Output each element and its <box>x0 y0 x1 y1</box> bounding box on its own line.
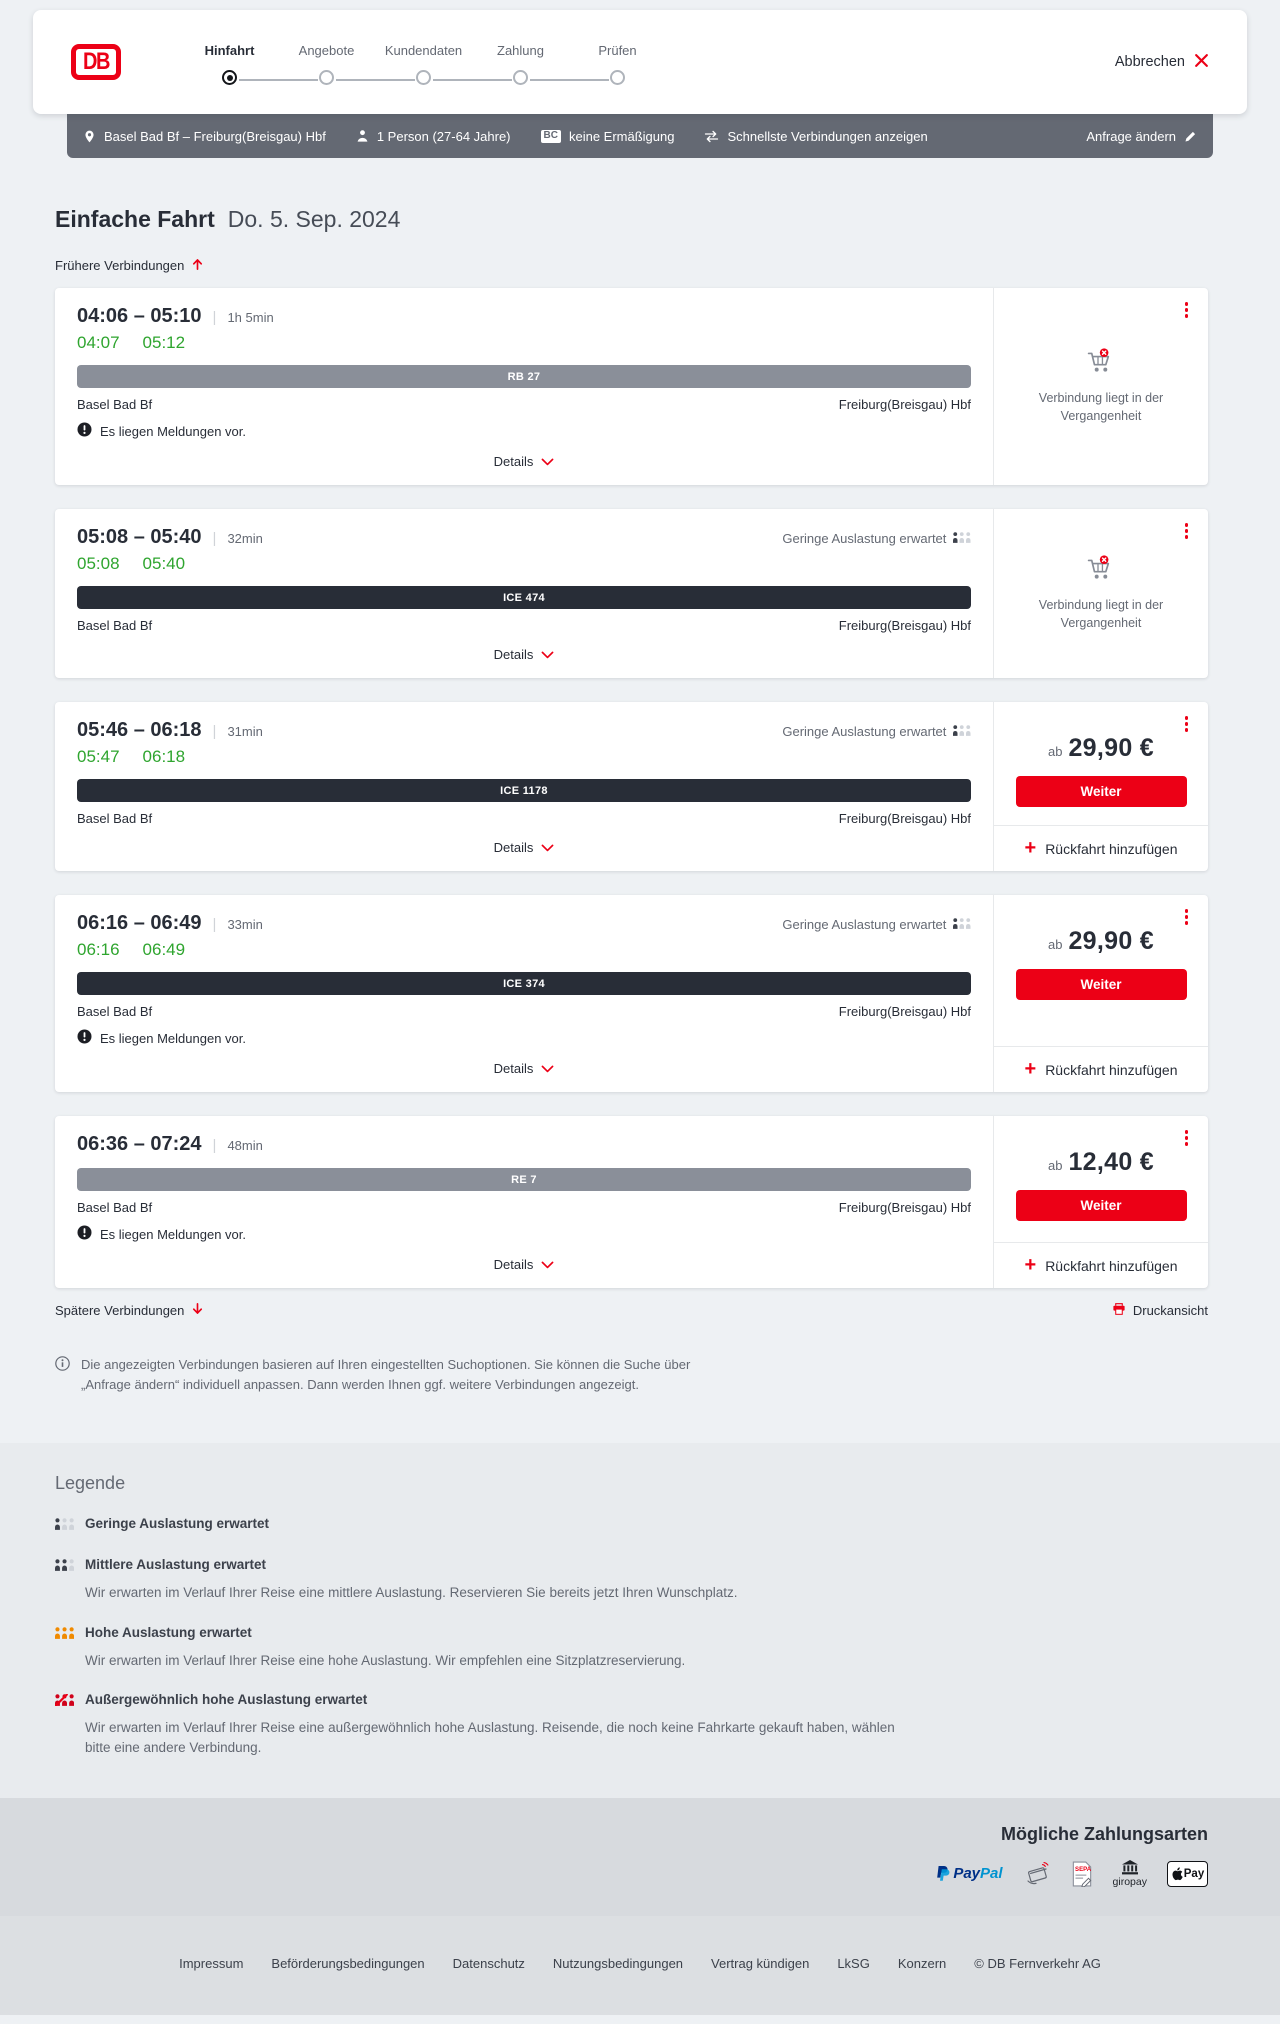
later-row <box>55 1302 1208 1319</box>
train-segment-bar <box>77 365 971 388</box>
arrival-station: Freiburg(Breisgau) Hbf <box>838 1200 971 1215</box>
giropay-logo-icon: giropay <box>1113 1860 1147 1888</box>
train-number-label: RB 27 <box>507 370 541 383</box>
connection-card <box>55 509 1208 678</box>
connection-head-row <box>77 526 971 549</box>
legend-title: Legende <box>55 1473 126 1494</box>
page-title: Einfache Fahrt <box>55 206 215 232</box>
messages-warning-row <box>77 422 971 440</box>
realtime-row <box>77 940 971 960</box>
kebab-dot <box>1185 909 1189 913</box>
applepay-logo-icon: Pay <box>1167 1861 1208 1887</box>
payment-title: Mögliche Zahlungsarten <box>1000 1823 1208 1844</box>
train-number-label: RE 7 <box>511 1173 537 1186</box>
plus-icon: + <box>1024 1057 1037 1080</box>
kreditkarte-logo-icon <box>1023 1860 1051 1888</box>
legend-item-description: Wir erwarten im Verlauf Ihrer Reise eine hohe Auslastung. Wir empfehlen eine Sitzplatzreservierung. <box>85 1652 686 1668</box>
details-label: Details <box>493 1061 534 1076</box>
price-prefix: ab <box>1048 937 1063 952</box>
kebab-dot <box>1185 722 1189 726</box>
payment-section <box>0 1798 1280 1916</box>
note-text: Die angezeigten Verbindungen basieren auf Ihren eingestellten Suchoptionen. Sie können die Suche über „Anfrage ändern“ individuell anpassen. Dann werden Ihnen ggf. weitere Verbindungen angezeigt. <box>81 1357 691 1393</box>
connection-side-panel <box>993 895 1208 1092</box>
occupancy-label: Geringe Auslastung erwartet <box>782 724 947 739</box>
add-return-trip-label: Rückfahrt hinzufügen <box>1045 1257 1178 1274</box>
realtime-departure: 04:07 <box>77 333 120 352</box>
connection-head-row <box>77 719 971 742</box>
bahncard-badge-icon: BC <box>541 130 561 143</box>
footer-link[interactable]: Konzern <box>897 1955 947 1971</box>
connection-time: 05:46 – 06:18 <box>77 719 202 741</box>
connection-side-panel <box>993 288 1208 485</box>
arrival-station: Freiburg(Breisgau) Hbf <box>838 1004 971 1019</box>
print-view-link[interactable] <box>1112 1302 1208 1319</box>
footer-link[interactable]: LkSG <box>837 1955 870 1971</box>
kebab-dot <box>1185 302 1189 306</box>
occupancy-low-icon <box>953 917 971 932</box>
warning-text: Es liegen Meldungen vor. <box>100 1226 246 1242</box>
realtime-arrival: 06:49 <box>142 940 186 959</box>
connection-main <box>55 702 993 871</box>
time-duration-divider: | <box>212 723 217 740</box>
stations-row <box>77 618 971 633</box>
weiter-button[interactable]: Weiter <box>1016 776 1187 807</box>
price-value: 29,90 € <box>1068 734 1154 762</box>
connection-head-row <box>77 912 971 935</box>
departure-station: Basel Bad Bf <box>77 1200 153 1215</box>
weiter-button[interactable]: Weiter <box>1016 969 1187 1000</box>
train-segment-bar <box>77 972 971 995</box>
step-kundendaten <box>375 43 472 85</box>
results-title-row <box>55 206 1208 233</box>
earlier-connections-link[interactable] <box>55 257 204 274</box>
connection-duration: 33min <box>227 917 263 932</box>
connection-duration: 31min <box>227 724 263 739</box>
chevron-down-icon <box>541 1257 554 1272</box>
kebab-dot <box>1185 529 1189 533</box>
price-value: 12,40 € <box>1068 1148 1154 1176</box>
chevron-down-icon <box>541 840 554 855</box>
kebab-dot <box>1185 535 1189 539</box>
past-connection-info <box>994 288 1208 485</box>
footer-link[interactable]: Datenschutz <box>452 1955 525 1971</box>
details-button[interactable] <box>484 639 565 670</box>
person-icon <box>356 129 369 143</box>
messages-warning-row <box>77 1225 971 1243</box>
occupancy-indicator <box>782 917 971 932</box>
details-label: Details <box>493 647 534 662</box>
kebab-dot <box>1185 921 1189 925</box>
connection-time: 06:36 – 07:24 <box>77 1133 202 1155</box>
departure-station: Basel Bad Bf <box>77 397 153 412</box>
connection-card <box>55 895 1208 1092</box>
add-return-trip-label: Rückfahrt hinzufügen <box>1045 840 1178 857</box>
legend-item-description: Wir erwarten im Verlauf Ihrer Reise eine mittlere Auslastung. Reservieren Sie bereits jetzt Ihren Wunschplatz. <box>85 1585 738 1601</box>
chevron-down-icon <box>541 1061 554 1076</box>
train-number-label: ICE 1178 <box>500 784 548 797</box>
legend-item <box>55 1557 1208 1603</box>
add-return-trip-button[interactable] <box>994 825 1208 871</box>
occupancy-low-icon <box>953 531 971 546</box>
price-line <box>1048 1148 1154 1177</box>
more-options-button[interactable] <box>1182 520 1192 542</box>
legend-item-title: Geringe Auslastung erwartet <box>85 1516 270 1532</box>
train-segment-bar <box>77 586 971 609</box>
details-button[interactable] <box>484 1249 565 1280</box>
price-line <box>1048 927 1154 956</box>
step-angebote <box>278 43 375 85</box>
step-dot[interactable] <box>319 70 334 85</box>
kebab-dot <box>1185 728 1189 732</box>
step-dot[interactable] <box>513 70 528 85</box>
realtime-row <box>77 747 971 767</box>
details-button[interactable] <box>484 1053 565 1084</box>
train-number-label: ICE 474 <box>503 591 545 604</box>
arrow-up-icon <box>191 257 204 274</box>
time-duration-divider: | <box>212 309 217 326</box>
legend-item-description: Wir erwarten im Verlauf Ihrer Reise eine außergewöhnlich hohe Auslastung. Reisende, die noch keine Fahrkarte gekauft haben, wählen bitte eine andere Verbindung. <box>85 1720 895 1755</box>
passenger-chip <box>356 129 511 144</box>
travel-date: Do. 5. Sep. 2024 <box>227 206 401 232</box>
kebab-dot <box>1185 1136 1189 1140</box>
kebab-dot <box>1185 915 1189 919</box>
search-criteria-bar <box>67 114 1213 158</box>
search-options-note <box>55 1355 735 1395</box>
connection-side-panel <box>993 509 1208 678</box>
kebab-dot <box>1185 716 1189 720</box>
connection-list <box>55 288 1208 1288</box>
plus-icon: + <box>1024 836 1037 859</box>
past-connection-text: Verbindung liegt in der Vergangenheit <box>1038 597 1164 631</box>
realtime-row <box>77 333 971 353</box>
price-line <box>1048 734 1154 763</box>
time-duration-divider: | <box>212 1137 217 1154</box>
occupancy-low-icon <box>953 724 971 739</box>
details-button[interactable] <box>484 446 565 477</box>
stations-row <box>77 811 971 826</box>
connection-side-panel <box>993 702 1208 871</box>
connection-card <box>55 1116 1208 1288</box>
cancel-button[interactable] <box>1115 53 1209 72</box>
connection-head-row <box>77 1133 971 1156</box>
realtime-arrival: 06:18 <box>142 747 186 766</box>
warning-icon <box>77 1225 92 1243</box>
info-icon <box>55 1355 70 1395</box>
connection-duration: 1h 5min <box>227 310 274 325</box>
add-return-trip-button[interactable] <box>994 1242 1208 1288</box>
step-label: Angebote <box>298 43 355 58</box>
later-connections-label: Spätere Verbindungen <box>55 1303 185 1318</box>
stations-row <box>77 1004 971 1019</box>
add-return-trip-label: Rückfahrt hinzufügen <box>1045 1061 1178 1078</box>
fastest-connections-chip <box>704 129 927 144</box>
legend-item-title: Außergewöhnlich hohe Auslastung erwartet <box>85 1692 368 1708</box>
earlier-connections-label: Frühere Verbindungen <box>55 258 185 273</box>
db-logo-text: DB <box>83 48 109 75</box>
step-dot[interactable] <box>416 70 431 85</box>
connection-time: 04:06 – 05:10 <box>77 305 202 327</box>
step-label: Zahlung <box>497 43 544 58</box>
legend-item <box>55 1625 1208 1671</box>
realtime-arrival: 05:12 <box>142 333 186 352</box>
arrival-station: Freiburg(Breisgau) Hbf <box>838 618 971 633</box>
later-connections-link[interactable] <box>55 1302 204 1319</box>
departure-station: Basel Bad Bf <box>77 811 153 826</box>
legend-list <box>55 1516 1208 1757</box>
connection-time: 06:16 – 06:49 <box>77 912 202 934</box>
stations-row <box>77 1200 971 1215</box>
fastest-label: Schnellste Verbindungen anzeigen <box>727 128 928 144</box>
realtime-row <box>77 554 971 574</box>
more-options-button[interactable] <box>1182 713 1192 735</box>
step-dot[interactable] <box>222 70 237 85</box>
kebab-dot <box>1185 523 1189 527</box>
legend-item-title: Mittlere Auslastung erwartet <box>85 1557 267 1573</box>
step-zahlung <box>472 43 569 85</box>
details-label: Details <box>493 1257 534 1272</box>
step-label: Hinfahrt <box>204 43 255 58</box>
price-area <box>994 702 1208 825</box>
details-button[interactable] <box>484 832 565 863</box>
warning-icon <box>77 1029 92 1047</box>
kebab-dot <box>1185 308 1189 312</box>
discount-chip <box>541 129 675 144</box>
connection-duration: 32min <box>227 531 263 546</box>
db-logo <box>71 44 121 80</box>
arrival-station: Freiburg(Breisgau) Hbf <box>838 811 971 826</box>
connection-side-panel <box>993 1116 1208 1288</box>
legend-item-title: Hohe Auslastung erwartet <box>85 1624 252 1640</box>
departure-station: Basel Bad Bf <box>77 618 153 633</box>
cart-unavailable-icon <box>1086 347 1116 380</box>
wizard-header <box>33 10 1247 114</box>
price-prefix: ab <box>1048 1158 1063 1173</box>
more-options-button[interactable] <box>1182 906 1192 928</box>
arrow-down-icon <box>191 1302 204 1319</box>
kebab-dot <box>1185 314 1189 318</box>
connection-main <box>55 895 993 1092</box>
step-label: Kundendaten <box>384 43 463 58</box>
plus-icon: + <box>1024 1253 1037 1276</box>
legend-section <box>0 1443 1280 1797</box>
passenger-label: 1 Person (27-64 Jahre) <box>376 128 511 144</box>
more-options-button[interactable] <box>1182 299 1192 321</box>
legend-item <box>55 1692 1208 1757</box>
step-hinfahrt <box>181 43 278 85</box>
change-request-label: Anfrage ändern <box>1086 128 1176 144</box>
details-label: Details <box>493 840 534 855</box>
realtime-departure: 06:16 <box>77 940 120 959</box>
connection-main <box>55 288 993 485</box>
occupancy-extreme-icon <box>55 1693 81 1711</box>
change-request-button[interactable] <box>1086 129 1197 144</box>
occupancy-low-icon <box>55 1517 81 1535</box>
messages-warning-row <box>77 1029 971 1047</box>
chevron-down-icon <box>541 647 554 662</box>
stations-row <box>77 397 971 412</box>
price-area <box>994 1116 1208 1242</box>
warning-icon <box>77 422 92 440</box>
footer-link[interactable]: Beförderungsbedingungen <box>271 1955 425 1971</box>
connection-main <box>55 1116 993 1288</box>
connection-head-row <box>77 305 971 328</box>
connection-main <box>55 509 993 678</box>
realtime-departure: 05:08 <box>77 554 120 573</box>
time-duration-divider: | <box>212 916 217 933</box>
results-content <box>55 206 1208 1395</box>
past-connection-info <box>994 509 1208 678</box>
step-label: Prüfen <box>598 43 637 58</box>
price-area <box>994 895 1208 1046</box>
occupancy-label: Geringe Auslastung erwartet <box>782 917 947 932</box>
payment-methods-row <box>936 1860 1208 1888</box>
printer-icon <box>1112 1302 1126 1319</box>
route-label: Basel Bad Bf – Freiburg(Breisgau) Hbf <box>104 128 326 144</box>
more-options-button[interactable] <box>1182 1127 1192 1149</box>
weiter-button[interactable]: Weiter <box>1016 1190 1187 1221</box>
connection-card <box>55 702 1208 871</box>
realtime-departure: 05:47 <box>77 747 120 766</box>
connection-time: 05:08 – 05:40 <box>77 526 202 548</box>
price-value: 29,90 € <box>1068 927 1154 955</box>
details-label: Details <box>493 454 534 469</box>
kebab-dot <box>1185 1142 1189 1146</box>
add-return-trip-button[interactable] <box>994 1046 1208 1092</box>
pencil-icon <box>1184 130 1197 143</box>
train-segment-bar <box>77 1168 971 1191</box>
time-duration-divider: | <box>212 530 217 547</box>
footer-copyright: © DB Fernverkehr AG <box>974 1955 1101 1971</box>
location-pin-icon <box>83 129 96 144</box>
chevron-down-icon <box>541 454 554 469</box>
step-dot[interactable] <box>610 70 625 85</box>
sepa-logo-icon <box>1071 1861 1093 1887</box>
footer-link[interactable]: Impressum <box>179 1955 244 1971</box>
connection-duration: 48min <box>227 1138 263 1153</box>
train-number-label: ICE 374 <box>503 977 545 990</box>
discount-label: keine Ermäßigung <box>568 128 675 144</box>
step-prüfen <box>569 43 666 85</box>
train-segment-bar <box>77 779 971 802</box>
swap-arrows-icon <box>704 130 719 143</box>
connection-card <box>55 288 1208 485</box>
stepper <box>181 43 666 85</box>
occupancy-indicator <box>782 531 971 546</box>
occupancy-high-icon <box>55 1626 81 1644</box>
footer-link[interactable]: Vertrag kündigen <box>711 1955 810 1971</box>
occupancy-indicator <box>782 724 971 739</box>
departure-station: Basel Bad Bf <box>77 1004 153 1019</box>
warning-text: Es liegen Meldungen vor. <box>100 1030 246 1046</box>
occupancy-label: Geringe Auslastung erwartet <box>782 531 947 546</box>
print-view-label: Druckansicht <box>1132 1303 1208 1318</box>
paypal-logo-icon: PayPal <box>936 1865 1002 1882</box>
realtime-arrival: 05:40 <box>142 554 186 573</box>
cart-unavailable-icon <box>1086 554 1116 587</box>
occupancy-mid-icon <box>55 1558 81 1576</box>
warning-text: Es liegen Meldungen vor. <box>100 423 246 439</box>
price-prefix: ab <box>1048 744 1063 759</box>
close-icon <box>1194 53 1209 72</box>
past-connection-text: Verbindung liegt in der Vergangenheit <box>1038 390 1164 424</box>
legend-item <box>55 1516 1208 1535</box>
kebab-dot <box>1185 1130 1189 1134</box>
arrival-station: Freiburg(Breisgau) Hbf <box>838 397 971 412</box>
footer-link[interactable]: Nutzungsbedingungen <box>552 1955 684 1971</box>
svg-text:SEPA: SEPA <box>1074 1866 1091 1873</box>
route-chip <box>83 129 326 144</box>
cancel-label: Abbrechen <box>1114 54 1185 70</box>
footer <box>0 1916 1280 2015</box>
